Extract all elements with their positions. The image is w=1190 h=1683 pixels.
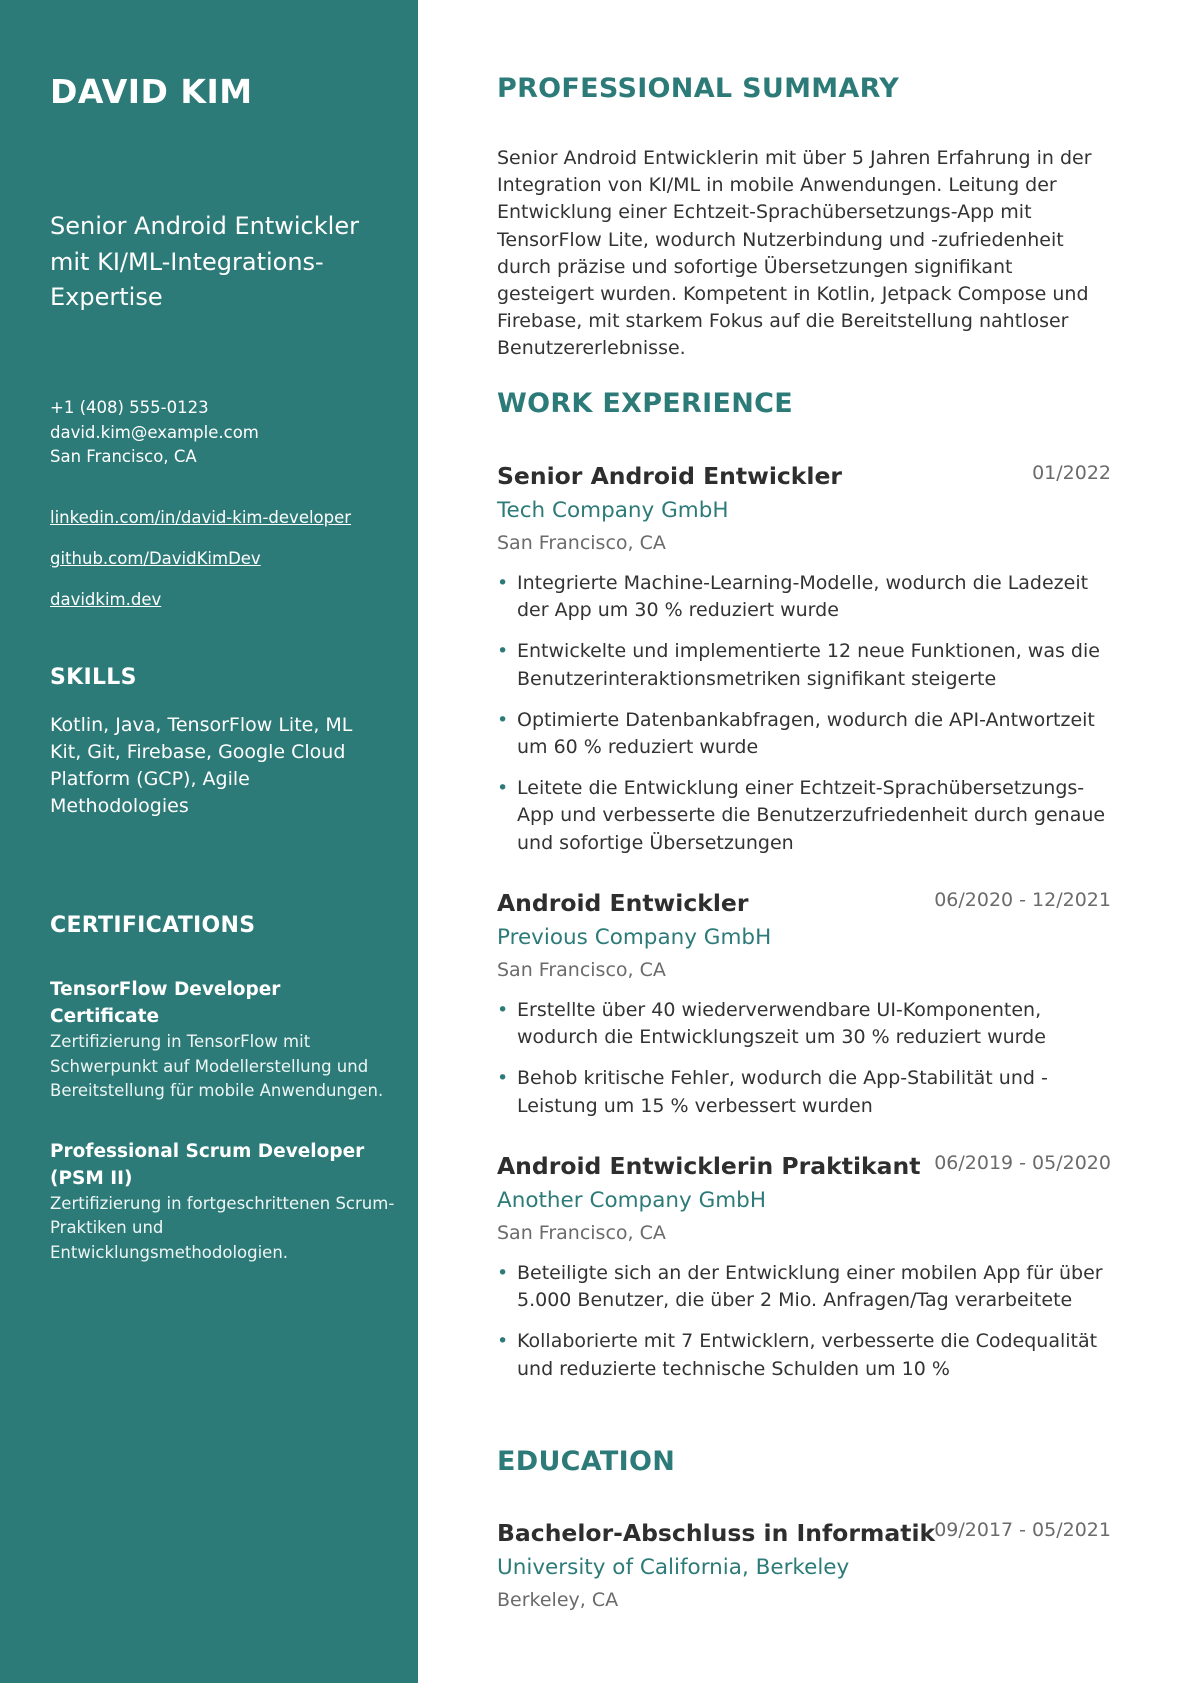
bullet-text: Kollaborierte mit 7 Entwicklern, verbesserte die Codequalität und reduzierte technische Schulden um 10 % — [517, 1330, 1098, 1380]
education-entry — [497, 1516, 1111, 1615]
list-item — [497, 1065, 1111, 1119]
list-item — [497, 1328, 1111, 1382]
job-location: San Francisco, CA — [497, 532, 666, 554]
list-item — [497, 638, 1111, 692]
job-company: Previous Company GmbH — [497, 925, 772, 950]
bullet-icon: • — [497, 1330, 509, 1353]
list-item — [497, 1260, 1111, 1314]
job-title: Senior Android Entwickler — [497, 462, 843, 490]
bullet-icon: • — [497, 708, 509, 731]
candidate-headline: Senior Android Entwickler mit KI/ML-Integrations-Expertise — [50, 212, 359, 311]
github-link[interactable]: github.com/DavidKimDev — [50, 549, 261, 568]
bullet-icon: • — [497, 999, 509, 1021]
certifications-section — [50, 912, 395, 1265]
certifications-heading: CERTIFICATIONS — [50, 913, 256, 938]
certification-description: Zertifizierung in TensorFlow mit Schwerpunkt auf Modellerstellung und Bereitstellung für mobile Anwendungen. — [50, 1032, 384, 1100]
bullet-icon: • — [497, 1262, 509, 1284]
list-item — [497, 775, 1111, 857]
job-date: 06/2019 - 05/2020 — [934, 1152, 1111, 1174]
skills-list: Kotlin, Java, TensorFlow Lite, ML Kit, Git, Firebase, Google Cloud Platform (GCP), Agile Methodologies — [50, 714, 353, 817]
certification-title: Professional Scrum Developer (PSM II) — [50, 1140, 365, 1189]
school-name: University of California, Berkeley — [497, 1555, 850, 1580]
bullet-icon: • — [497, 572, 509, 594]
bullet-icon: • — [497, 1067, 509, 1090]
job-bullets — [497, 570, 1111, 857]
bullet-icon: • — [497, 640, 509, 663]
candidate-name: DAVID KIM — [50, 72, 253, 111]
job-title: Android Entwicklerin Praktikant — [497, 1152, 921, 1180]
job-entry — [497, 1149, 1111, 1397]
skills-section — [50, 664, 380, 820]
job-entry — [497, 886, 1111, 1134]
education-heading: EDUCATION — [497, 1446, 676, 1477]
certification-item — [50, 1138, 395, 1266]
degree-title: Bachelor-Abschluss in Informatik — [497, 1519, 936, 1547]
job-company: Tech Company GmbH — [497, 498, 729, 523]
bullet-text: Optimierte Datenbankabfragen, wodurch die API-Antwortzeit um 60 % reduziert wurde — [517, 708, 1095, 759]
job-date: 06/2020 - 12/2021 — [934, 889, 1111, 911]
bullet-text: Integrierte Machine-Learning-Modelle, wodurch die Ladezeit der App um 30 % reduziert wurde — [517, 572, 1089, 622]
job-title: Android Entwickler — [497, 889, 749, 917]
school-location: Berkeley, CA — [497, 1589, 619, 1611]
website-link[interactable]: davidkim.dev — [50, 590, 162, 609]
linkedin-link[interactable]: linkedin.com/in/david-kim-developer — [50, 508, 352, 527]
contact-phone: +1 (408) 555-0123 — [50, 398, 209, 417]
summary-text: Senior Android Entwicklerin mit über 5 Jahren Erfahrung in der Integration von KI/ML in mobile Anwendungen. Leitung der Entwicklung einer Echtzeit-Sprachübersetzungs-App mit TensorFlow Lite, wodurch Nutzerbindung und -zufriedenheit durch präzise und sofortige Übersetzungen signifikant gesteigert wurden. Kompetent in Kotlin, Jetpack Compose und Firebase, mit starkem Fokus auf die Bereitstellung nahtloser Benutzererlebnisse. — [497, 147, 1092, 360]
contact-email: david.kim@example.com — [50, 422, 259, 442]
bullet-text: Leitete die Entwicklung einer Echtzeit-Sprachübersetzungs-App und verbesserte die Benutzerzufriedenheit durch genaue und sofortige Übersetzungen — [517, 777, 1106, 854]
summary-heading: PROFESSIONAL SUMMARY — [497, 73, 900, 104]
job-date: 01/2022 — [1032, 462, 1111, 484]
contact-location: San Francisco, CA — [50, 447, 197, 466]
contact-block — [50, 396, 259, 470]
education-date: 09/2017 - 05/2021 — [934, 1519, 1111, 1541]
list-item — [497, 707, 1111, 761]
experience-heading: WORK EXPERIENCE — [497, 388, 793, 419]
profile-links — [50, 506, 351, 629]
sidebar — [0, 0, 418, 1683]
bullet-text: Behob kritische Fehler, wodurch die App-Stabilität und -Leistung um 15 % verbessert wurden — [517, 1067, 1048, 1117]
job-company: Another Company GmbH — [497, 1188, 766, 1213]
job-location: San Francisco, CA — [497, 959, 666, 981]
certification-description: Zertifizierung in fortgeschrittenen Scrum-Praktiken und Entwicklungsmethodologien. — [50, 1193, 395, 1262]
list-item — [497, 997, 1111, 1051]
job-entry — [497, 459, 1111, 871]
certification-item — [50, 976, 395, 1104]
list-item — [497, 570, 1111, 624]
job-bullets — [497, 997, 1111, 1120]
job-bullets — [497, 1260, 1111, 1383]
certification-title: TensorFlow Developer Certificate — [50, 979, 281, 1027]
bullet-text: Erstellte über 40 wiederverwendbare UI-Komponenten, wodurch die Entwicklungszeit um 30 % reduziert wurde — [517, 999, 1046, 1049]
bullet-text: Beteiligte sich an der Entwicklung einer mobilen App für über 5.000 Benutzer, die über 2 Mio. Anfragen/Tag verarbeitete — [517, 1262, 1103, 1312]
skills-heading: SKILLS — [50, 665, 137, 690]
bullet-text: Entwickelte und implementierte 12 neue Funktionen, was die Benutzerinteraktionsmetriken signifikant steigerte — [517, 640, 1100, 690]
bullet-icon: • — [497, 777, 509, 800]
job-location: San Francisco, CA — [497, 1222, 666, 1244]
